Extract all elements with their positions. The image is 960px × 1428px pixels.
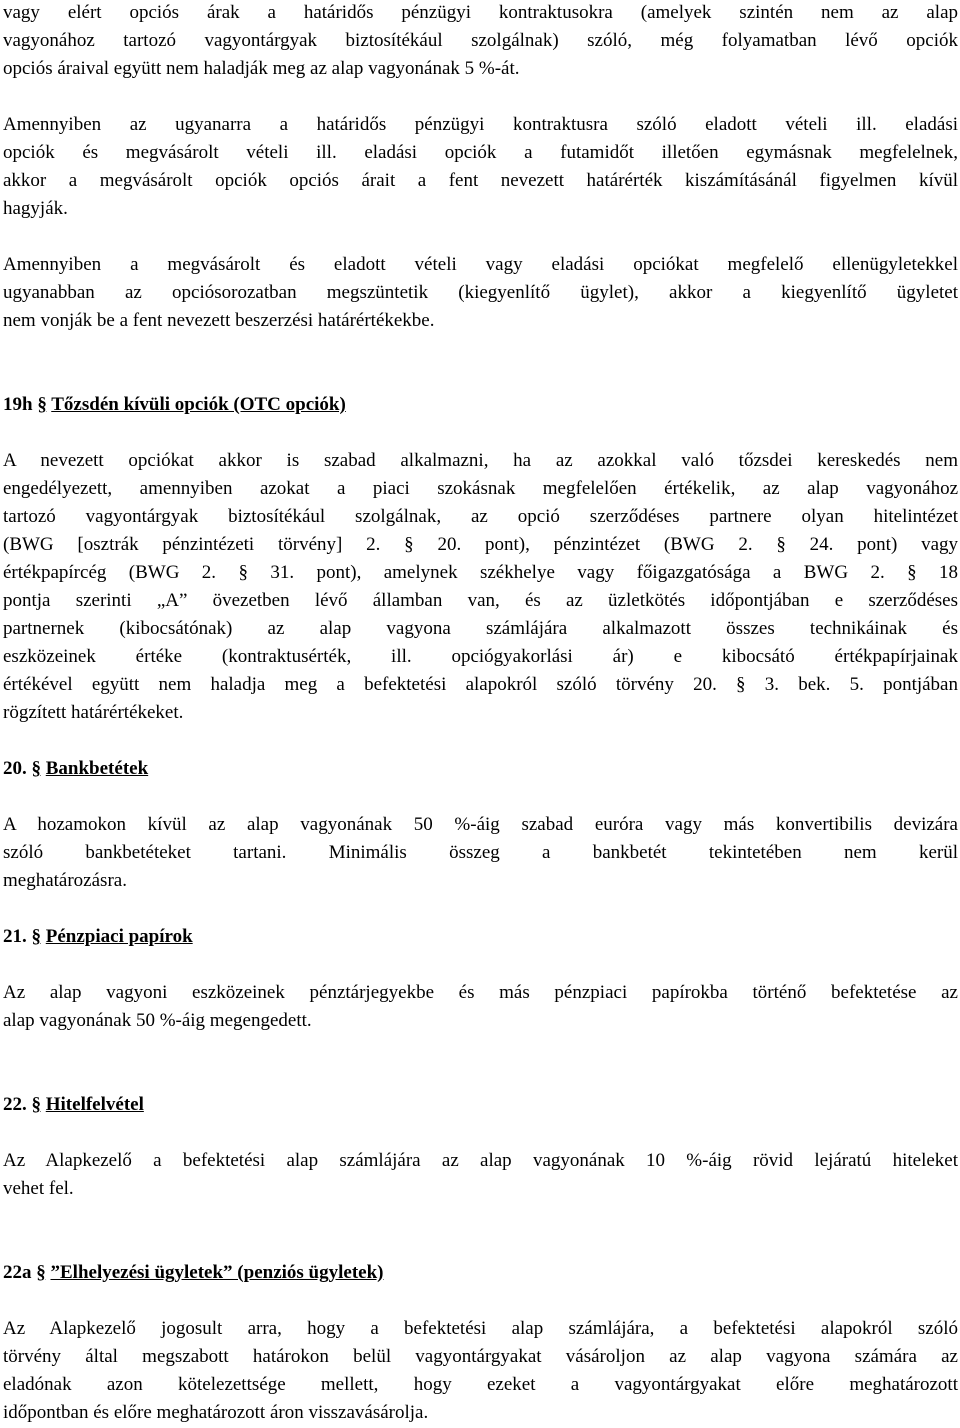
paragraph-5-line-1: A hozamokon kívül az alap vagyonának 50 %-áig szabad euróra vagy más konvertibilis devizára xyxy=(3,814,958,835)
paragraph-4-line-5: értékpapírcég (BWG 2. § 31. pont), amelynek székhelye vagy főigazgatósága a BWG 2. § 18 xyxy=(3,562,958,583)
paragraph-1-line-1: vagy elért opciós árak a határidős pénzügyi kontraktusokra (amelyek szintén nem az alap xyxy=(3,2,958,23)
section-sign: § xyxy=(31,758,41,779)
paragraph-3-line-2: ugyanabban az opciósorozatban megszüntetik (kiegyenlítő ügylet), akkor a kiegyenlítő ügyletet xyxy=(3,282,958,303)
paragraph-4-line-8: eszközeinek értéke (kontraktusérték, ill. opciógyakorlási ár) e kibocsátó értékpapírjainak xyxy=(3,646,958,667)
paragraph-6-line-2: alap vagyonának 50 %-áig megengedett. xyxy=(3,1010,312,1031)
paragraph-2-line-4: hagyják. xyxy=(3,198,68,219)
paragraph-7-line-1: Az Alapkezelő a befektetési alap számlájára az alap vagyonának 10 %-áig rövid lejáratú hiteleket xyxy=(3,1150,958,1171)
paragraph-6-line-1: Az alap vagyoni eszközeinek pénztárjegyekbe és más pénzpiaci papírokba történő befektetése az xyxy=(3,982,958,1003)
section-title: Pénzpiaci papírok xyxy=(45,926,193,947)
section-heading-19h xyxy=(3,392,346,418)
section-heading-22 xyxy=(3,1092,144,1118)
paragraph-8-line-2: törvény által megszabott határokon belül vagyontárgyakat vásároljon az alap vagyona számára az xyxy=(3,1346,958,1367)
paragraph-8-line-3: eladónak azon kötelezettsége mellett, hogy ezeket a vagyontárgyakat előre meghatározott xyxy=(3,1374,958,1395)
section-number: 21. xyxy=(3,926,27,947)
paragraph-3-line-3: nem vonják be a fent nevezett beszerzési határértékekbe. xyxy=(3,310,435,331)
paragraph-4-line-3: tartozó vagyontárgyak biztosítékául szolgálnak, az opció szerződéses partnere olyan hitelintézet xyxy=(3,506,958,527)
section-title: ”Elhelyezési ügyletek” (penziós ügyletek) xyxy=(50,1262,384,1283)
section-number: 22a xyxy=(3,1262,32,1283)
paragraph-5-line-2: szóló bankbetéteket tartani. Minimális összeg a bankbetét tekintetében nem kerül xyxy=(3,842,958,863)
section-sign: § xyxy=(31,926,41,947)
paragraph-4-line-4: (BWG [osztrák pénzintézeti törvény] 2. § 20. pont), pénzintézet (BWG 2. § 24. pont) vagy xyxy=(3,534,958,555)
section-heading-22a xyxy=(3,1260,384,1286)
paragraph-1-line-3: opciós áraival együtt nem haladják meg az alap vagyonának 5 %-át. xyxy=(3,58,520,79)
paragraph-4-line-6: pontja szerinti „A” övezetben lévő államban van, és az üzletkötés időpontjában e szerződéses xyxy=(3,590,958,611)
section-number: 19h xyxy=(3,394,33,415)
paragraph-4-line-2: engedélyezett, amennyiben azokat a piaci szokásnak megfelelően értékelik, az alap vagyonához xyxy=(3,478,958,499)
paragraph-2-line-2: opciók és megvásárolt vételi ill. eladási opciók a futamidőt illetően egymásnak megfelelnek, xyxy=(3,142,958,163)
section-sign: § xyxy=(37,394,47,415)
paragraph-5-line-3: meghatározásra. xyxy=(3,870,127,891)
section-title: Bankbetétek xyxy=(45,758,149,779)
section-sign: § xyxy=(36,1262,46,1283)
section-heading-20 xyxy=(3,756,148,782)
paragraph-3-line-1: Amennyiben a megvásárolt és eladott vételi vagy eladási opciókat megfelelő ellenügyletekkel xyxy=(3,254,958,275)
paragraph-4-line-10: rögzített határértékeket. xyxy=(3,702,184,723)
paragraph-8-line-1: Az Alapkezelő jogosult arra, hogy a befektetési alap számlájára, a befektetési alapokról szóló xyxy=(3,1318,958,1339)
paragraph-8-line-4: időpontban és előre meghatározott áron visszavásárolja. xyxy=(3,1402,429,1423)
section-number: 22. xyxy=(3,1094,27,1115)
paragraph-7-line-2: vehet fel. xyxy=(3,1178,74,1199)
section-heading-21 xyxy=(3,924,193,950)
paragraph-4-line-9: értékével együtt nem haladja meg a befektetési alapokról szóló törvény 20. § 3. bek. 5. pontjában xyxy=(3,674,958,695)
section-title: Tőzsdén kívüli opciók (OTC opciók) xyxy=(51,394,346,415)
paragraph-1-line-2: vagyonához tartozó vagyontárgyak biztosítékául szolgálnak) szóló, még folyamatban lévő opciók xyxy=(3,30,958,51)
section-sign: § xyxy=(31,1094,41,1115)
paragraph-4-line-7: partnernek (kibocsátónak) az alap vagyona számlájára alkalmazott összes technikáinak és xyxy=(3,618,958,639)
paragraph-4-line-1: A nevezett opciókat akkor is szabad alkalmazni, ha az azokkal való tőzsdei kereskedés nem xyxy=(3,450,958,471)
section-title: Hitelfelvétel xyxy=(45,1094,144,1115)
paragraph-2-line-3: akkor a megvásárolt opciók opciós árait a fent nevezett határérték kiszámításánál figyelmen kívül xyxy=(3,170,958,191)
section-number: 20. xyxy=(3,758,27,779)
paragraph-2-line-1: Amennyiben az ugyanarra a határidős pénzügyi kontraktusra szóló eladott vételi ill. eladási xyxy=(3,114,958,135)
